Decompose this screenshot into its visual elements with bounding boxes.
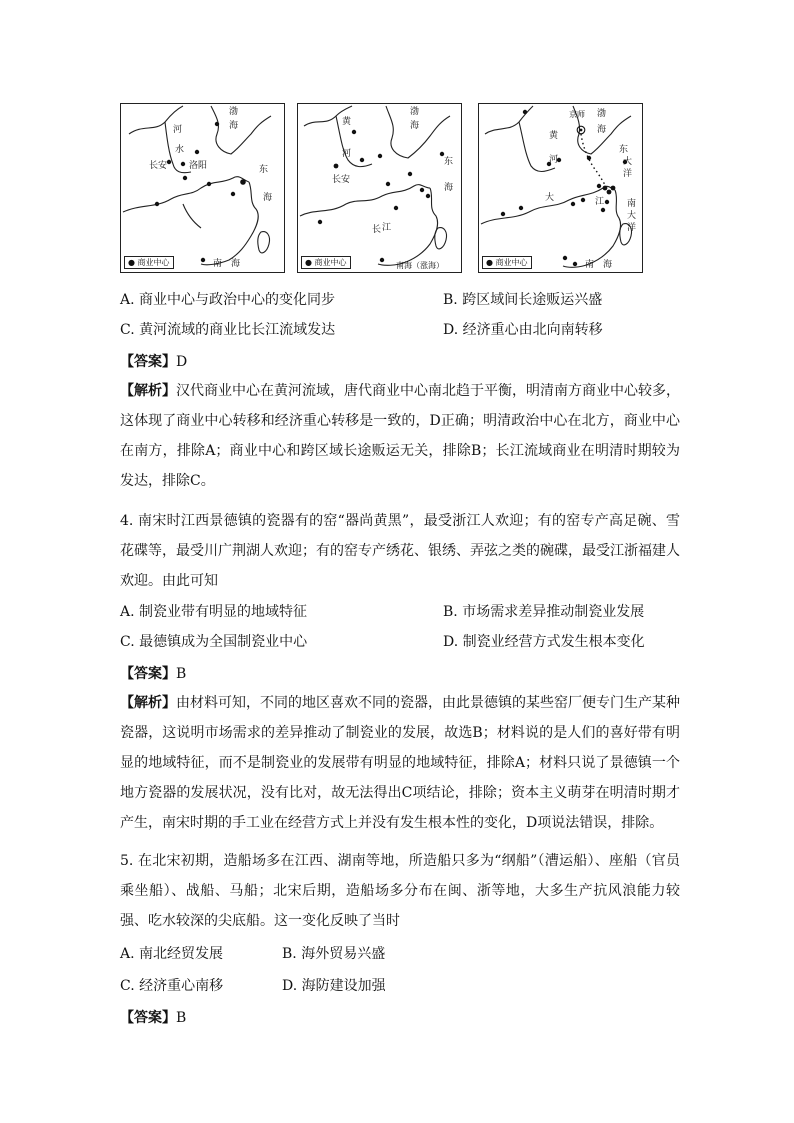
map-label: 黄: [549, 131, 559, 141]
map-dot: [501, 212, 505, 216]
map-label: 东: [444, 157, 454, 167]
q3-option-a: A. 商业中心与政治中心的变化同步: [120, 292, 336, 308]
map-han-drawing: [121, 104, 283, 271]
map-dot: [523, 110, 527, 114]
answer-value: B: [176, 666, 187, 682]
map-label: 南: [627, 199, 637, 209]
map-dot: [231, 192, 235, 196]
q4-option-d: D. 制瓷业经营方式发生根本变化: [443, 634, 645, 650]
answer-label: 【答案】: [120, 354, 176, 370]
map-dot: [183, 176, 187, 180]
analysis-text: 汉代商业中心在黄河流域，唐代商业中心南北趋于平衡，明清南方商业中心较多，这体现了商业中心转移和经济重心转移是一致的，D正确；明清政治中心在北方，商业中心在南方，排除A；商业中心和跨区域长途贩运无关，排除B；长江流域商业在明清时期较为发达，排除C。: [120, 383, 680, 489]
map-dot: [597, 184, 601, 188]
map-dot: [167, 160, 171, 164]
capital-marker-center: [580, 129, 583, 132]
map-dot: [587, 156, 591, 160]
map-label: 南 海: [213, 259, 241, 269]
map-label: 海: [597, 125, 607, 135]
map-label: 大: [623, 157, 633, 167]
map-label: 南海（涨海）: [396, 261, 444, 270]
map-dot: [352, 130, 356, 134]
map-label: 京师: [569, 110, 585, 119]
map-label: 河: [342, 149, 352, 159]
q3-option-d: D. 经济重心由北向南转移: [443, 322, 603, 338]
q4-option-b: B. 市场需求差异推动制瓷业发展: [443, 604, 645, 620]
map-dot: [380, 258, 384, 262]
map-label: 东: [619, 145, 629, 155]
q4-option-c: C. 最德镇成为全国制瓷业中心: [120, 634, 308, 650]
map-dot: [318, 220, 322, 224]
map-label: 水: [175, 145, 185, 155]
analysis-label: 【解析】: [120, 695, 176, 711]
map-label: 长安: [149, 161, 168, 171]
map-label: 渤: [597, 109, 607, 119]
map-label: 洛阳: [189, 161, 208, 171]
map-dot: [519, 206, 523, 210]
map-dot: [195, 150, 199, 154]
map-dot: [181, 162, 185, 166]
map-tang-drawing: [298, 104, 460, 271]
map-dot: [360, 158, 364, 162]
q4-option-a: A. 制瓷业带有明显的地域特征: [120, 604, 308, 620]
map-dot: [440, 152, 444, 156]
q5-option-c: C. 经济重心南移: [120, 978, 224, 994]
map-dot: [386, 182, 390, 186]
q5-option-b: B. 海外贸易兴盛: [282, 946, 386, 962]
map-label: 黄: [342, 117, 352, 127]
answer-value: D: [176, 354, 188, 370]
map-han: [120, 103, 285, 273]
answer-label: 【答案】: [120, 666, 176, 682]
map-label: 东: [259, 165, 269, 175]
q5-option-d: D. 海防建设加强: [282, 978, 386, 994]
q5-answer: [120, 1008, 186, 1028]
map-tang: [297, 103, 462, 273]
map-dot: [607, 190, 612, 195]
map-legend: ● 商业中心: [124, 256, 174, 269]
map-dot: [215, 122, 219, 126]
map-dot: [611, 186, 616, 191]
map-label: 大: [627, 211, 637, 221]
map-dot: [201, 258, 205, 262]
map-label: 洋: [623, 169, 633, 179]
map-dot: [601, 208, 605, 212]
q3-answer: [120, 352, 187, 372]
map-label: 河: [549, 155, 559, 165]
map-legend: ● 商业中心: [301, 256, 351, 269]
map-dot: [240, 179, 246, 185]
map-label: 江: [595, 197, 605, 207]
map-dot: [420, 188, 424, 192]
map-dot: [571, 202, 575, 206]
map-ming-qing: [478, 103, 643, 273]
map-label: 洋: [627, 223, 637, 233]
map-dot: [378, 154, 382, 158]
q5-stem: 5. 在北宋初期，造船场多在江西、湖南等地，所造船只多为“纲船”（漕运船）、座船（官员乘坐船）、战船、马船；北宋后期，造船场多分布在闽、浙等地，大多生产抗风浪能力较强、吃水较深的尖底船。这一变化反映了当时: [120, 853, 680, 929]
q4-stem: 4. 南宋时江西景德镇的瓷器有的窑“器尚黄黑”，最受浙江人欢迎；有的窑专产高足碗、雪花碟等，最受川广荆湖人欢迎；有的窑专产绣花、银绣、弄弦之类的碗碟，最受江浙福建人欢迎。由此可知: [120, 513, 680, 589]
map-dot: [334, 164, 339, 169]
map-label: 海: [263, 193, 273, 203]
map-label: 渤: [229, 107, 239, 117]
map-dot: [155, 202, 159, 206]
map-label: 河: [173, 125, 183, 135]
map-label: 南 海: [585, 260, 613, 270]
map-label: 长安: [332, 175, 351, 185]
map-ming-qing-drawing: [479, 104, 641, 271]
map-dot: [207, 182, 211, 186]
q4-answer: [120, 664, 186, 684]
map-label: 长: [372, 225, 382, 235]
q3-option-c: C. 黄河流域的商业比长江流域发达: [120, 322, 336, 338]
map-legend: ● 商业中心: [482, 256, 532, 269]
q3-option-b: B. 跨区域间长途贩运兴盛: [443, 292, 603, 308]
map-label: 渤: [410, 107, 420, 117]
map-dot: [426, 194, 430, 198]
answer-value: B: [176, 1010, 187, 1026]
map-dot: [573, 262, 577, 266]
map-dot: [563, 256, 567, 260]
map-label: 大: [545, 193, 555, 203]
q4-analysis: [120, 688, 680, 838]
map-dot: [408, 172, 412, 176]
map-dot: [581, 198, 585, 202]
map-label: 江: [382, 223, 392, 233]
analysis-label: 【解析】: [120, 383, 176, 399]
map-dot: [603, 186, 608, 191]
map-dot: [605, 200, 609, 204]
q3-analysis: [120, 376, 680, 496]
analysis-text: 由材料可知，不同的地区喜欢不同的瓷器，由此景德镇的某些窑厂便专门生产某种瓷器，这说明市场需求的差异推动了制瓷业的发展，故选B；材料说的是人们的喜好带有明显的地域特征，而不是制瓷业的发展带有明显的地域特征，排除A；材料只说了景德镇一个地方瓷器的发展状况，没有比对，故无法得出C项结论，排除；资本主义萌芽在明清时期才产生，南宋时期的手工业在经营方式上并没有发生根本性的变化，D项说法错误，排除。: [120, 695, 680, 831]
answer-label: 【答案】: [120, 1010, 176, 1026]
map-label: 海: [410, 121, 420, 131]
map-label: 海: [444, 183, 454, 193]
map-dot: [394, 206, 398, 210]
map-label: 海: [229, 121, 239, 131]
q5-option-a: A. 南北经贸发展: [120, 946, 224, 962]
